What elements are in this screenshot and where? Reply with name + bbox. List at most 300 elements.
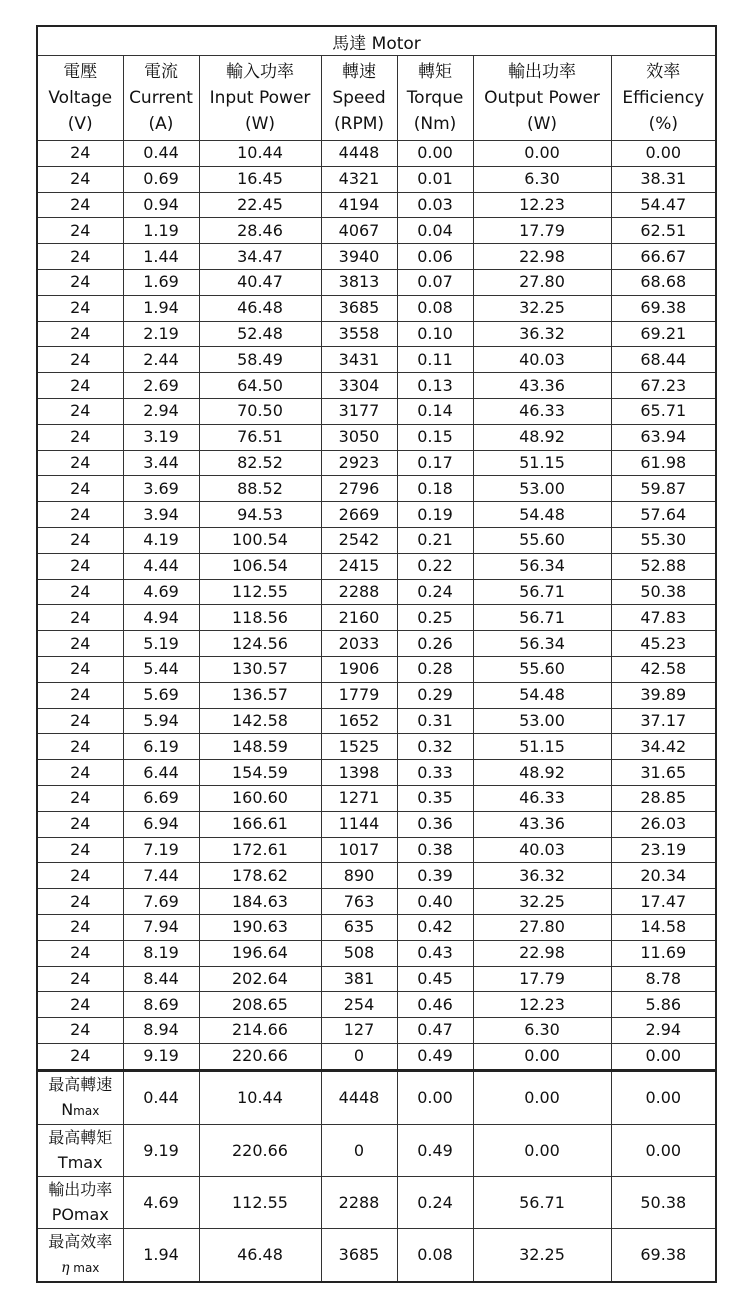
summary-cell: 10.44 <box>199 1070 321 1124</box>
table-cell: 17.47 <box>611 889 716 915</box>
summary-symbol-main: N <box>61 1099 74 1119</box>
table-cell: 68.68 <box>611 269 716 295</box>
column-header-unit: (W) <box>526 114 558 134</box>
summary-cell: 0.49 <box>397 1124 473 1176</box>
table-row <box>37 424 716 450</box>
table-cell: 1017 <box>321 837 397 863</box>
table-cell: 2.94 <box>611 1018 716 1044</box>
table-row <box>37 992 716 1018</box>
table-cell: 17.79 <box>473 218 611 244</box>
table-cell: 5.86 <box>611 992 716 1018</box>
table-cell: 24 <box>37 708 123 734</box>
table-row <box>37 656 716 682</box>
table-cell: 220.66 <box>199 1043 321 1070</box>
table-row <box>37 811 716 837</box>
column-header-row <box>37 56 716 141</box>
table-row <box>37 1018 716 1044</box>
table-row <box>37 321 716 347</box>
table-cell: 3558 <box>321 321 397 347</box>
table-cell: 10.44 <box>199 141 321 167</box>
table-cell: 0.22 <box>397 553 473 579</box>
table-cell: 172.61 <box>199 837 321 863</box>
summary-label <box>37 1070 123 1124</box>
table-row <box>37 837 716 863</box>
summary-row <box>37 1070 716 1124</box>
column-header-en: Output Power <box>484 88 600 108</box>
table-cell: 2.19 <box>123 321 199 347</box>
table-row <box>37 398 716 424</box>
table-cell: 0.14 <box>397 398 473 424</box>
column-header-zh: 輸入功率 <box>226 62 294 82</box>
table-cell: 0.18 <box>397 476 473 502</box>
column-header-en: Torque <box>406 88 464 108</box>
table-cell: 0.35 <box>397 785 473 811</box>
table-cell: 24 <box>37 166 123 192</box>
table-cell: 0.10 <box>397 321 473 347</box>
table-cell: 202.64 <box>199 966 321 992</box>
summary-label-zh: 最高轉速 <box>48 1074 113 1094</box>
table-cell: 0.00 <box>473 141 611 167</box>
table-cell: 24 <box>37 424 123 450</box>
table-cell: 24 <box>37 321 123 347</box>
summary-symbol <box>38 1202 123 1227</box>
table-cell: 6.94 <box>123 811 199 837</box>
table-cell: 24 <box>37 218 123 244</box>
table-cell: 69.38 <box>611 295 716 321</box>
table-cell: 47.83 <box>611 605 716 631</box>
table-cell: 32.25 <box>473 295 611 321</box>
table-cell: 56.71 <box>473 579 611 605</box>
table-cell: 3940 <box>321 244 397 270</box>
column-header-unit: (V) <box>67 114 93 134</box>
table-cell: 56.34 <box>473 553 611 579</box>
table-cell: 70.50 <box>199 398 321 424</box>
table-row <box>37 889 716 915</box>
table-cell: 100.54 <box>199 527 321 553</box>
table-cell: 46.33 <box>473 785 611 811</box>
summary-symbol-sub: max <box>73 1103 100 1118</box>
summary-cell: 0 <box>321 1124 397 1176</box>
table-cell: 208.65 <box>199 992 321 1018</box>
table-cell: 48.92 <box>473 424 611 450</box>
table-cell: 4.69 <box>123 579 199 605</box>
table-cell: 55.30 <box>611 527 716 553</box>
table-cell: 54.48 <box>473 502 611 528</box>
summary-cell: 46.48 <box>199 1228 321 1282</box>
table-cell: 46.33 <box>473 398 611 424</box>
table-cell: 53.00 <box>473 708 611 734</box>
table-cell: 0.94 <box>123 192 199 218</box>
table-cell: 8.69 <box>123 992 199 1018</box>
table-cell: 34.42 <box>611 734 716 760</box>
table-cell: 37.17 <box>611 708 716 734</box>
table-cell: 3.94 <box>123 502 199 528</box>
table-cell: 0.40 <box>397 889 473 915</box>
summary-symbol-main: Tmax <box>57 1153 103 1173</box>
table-row <box>37 347 716 373</box>
table-cell: 24 <box>37 1018 123 1044</box>
table-cell: 3.44 <box>123 450 199 476</box>
table-cell: 4067 <box>321 218 397 244</box>
table-cell: 8.94 <box>123 1018 199 1044</box>
table-cell: 94.53 <box>199 502 321 528</box>
table-row <box>37 269 716 295</box>
table-cell: 0.24 <box>397 579 473 605</box>
table-cell: 1144 <box>321 811 397 837</box>
table-cell: 1652 <box>321 708 397 734</box>
summary-rows <box>37 1070 716 1282</box>
table-cell: 31.65 <box>611 760 716 786</box>
table-cell: 1.44 <box>123 244 199 270</box>
table-cell: 59.87 <box>611 476 716 502</box>
table-row <box>37 1043 716 1070</box>
table-cell: 24 <box>37 785 123 811</box>
table-cell: 12.23 <box>473 192 611 218</box>
table-cell: 24 <box>37 141 123 167</box>
column-header <box>473 56 611 141</box>
table-cell: 3431 <box>321 347 397 373</box>
table-cell: 2542 <box>321 527 397 553</box>
table-cell: 8.78 <box>611 966 716 992</box>
summary-cell: 0.00 <box>473 1124 611 1176</box>
table-cell: 56.71 <box>473 605 611 631</box>
table-row <box>37 166 716 192</box>
table-cell: 2288 <box>321 579 397 605</box>
summary-cell: 112.55 <box>199 1176 321 1228</box>
table-cell: 40.47 <box>199 269 321 295</box>
table-cell: 17.79 <box>473 966 611 992</box>
table-cell: 22.98 <box>473 244 611 270</box>
table-cell: 24 <box>37 631 123 657</box>
table-cell: 154.59 <box>199 760 321 786</box>
table-cell: 190.63 <box>199 914 321 940</box>
table-row <box>37 631 716 657</box>
column-header-en: Speed <box>332 88 386 108</box>
table-cell: 53.00 <box>473 476 611 502</box>
table-row <box>37 708 716 734</box>
table-cell: 0.36 <box>397 811 473 837</box>
table-cell: 14.58 <box>611 914 716 940</box>
table-row <box>37 914 716 940</box>
table-cell: 0 <box>321 1043 397 1070</box>
table-cell: 11.69 <box>611 940 716 966</box>
column-header-en: Efficiency <box>622 88 705 108</box>
table-cell: 22.45 <box>199 192 321 218</box>
table-cell: 55.60 <box>473 656 611 682</box>
table-cell: 2.94 <box>123 398 199 424</box>
table-cell: 0.15 <box>397 424 473 450</box>
table-cell: 34.47 <box>199 244 321 270</box>
table-cell: 0.28 <box>397 656 473 682</box>
column-header-zh: 轉速 <box>342 62 376 82</box>
table-cell: 2160 <box>321 605 397 631</box>
table-cell: 24 <box>37 244 123 270</box>
table-cell: 1.69 <box>123 269 199 295</box>
table-cell: 2.44 <box>123 347 199 373</box>
table-cell: 67.23 <box>611 373 716 399</box>
table-cell: 3.19 <box>123 424 199 450</box>
summary-cell: 0.00 <box>611 1070 716 1124</box>
table-cell: 52.48 <box>199 321 321 347</box>
table-cell: 2796 <box>321 476 397 502</box>
table-row <box>37 527 716 553</box>
table-cell: 0.26 <box>397 631 473 657</box>
table-cell: 69.21 <box>611 321 716 347</box>
table-row <box>37 295 716 321</box>
summary-cell: 4448 <box>321 1070 397 1124</box>
table-cell: 8.44 <box>123 966 199 992</box>
table-cell: 62.51 <box>611 218 716 244</box>
motor-performance-table <box>36 25 717 1283</box>
summary-cell: 220.66 <box>199 1124 321 1176</box>
summary-row <box>37 1228 716 1282</box>
data-rows <box>37 141 716 1071</box>
table-cell: 24 <box>37 269 123 295</box>
table-cell: 5.44 <box>123 656 199 682</box>
column-header <box>397 56 473 141</box>
table-cell: 6.44 <box>123 760 199 786</box>
table-cell: 24 <box>37 940 123 966</box>
table-cell: 2669 <box>321 502 397 528</box>
table-row <box>37 785 716 811</box>
table-cell: 57.64 <box>611 502 716 528</box>
table-cell: 0.03 <box>397 192 473 218</box>
table-cell: 24 <box>37 992 123 1018</box>
table-cell: 4448 <box>321 141 397 167</box>
table-cell: 16.45 <box>199 166 321 192</box>
table-cell: 1906 <box>321 656 397 682</box>
table-cell: 68.44 <box>611 347 716 373</box>
column-header-zh: 輸出功率 <box>508 62 576 82</box>
table-cell: 50.38 <box>611 579 716 605</box>
table-row <box>37 605 716 631</box>
table-cell: 127 <box>321 1018 397 1044</box>
summary-symbol <box>38 1097 123 1124</box>
column-header-en: Current <box>129 88 193 108</box>
table-cell: 36.32 <box>473 321 611 347</box>
table-cell: 6.19 <box>123 734 199 760</box>
summary-label <box>37 1124 123 1176</box>
summary-cell: 69.38 <box>611 1228 716 1282</box>
summary-symbol-sub: max <box>69 1260 100 1275</box>
table-cell: 40.03 <box>473 347 611 373</box>
table-cell: 0.17 <box>397 450 473 476</box>
summary-cell: 0.00 <box>397 1070 473 1124</box>
table-cell: 28.46 <box>199 218 321 244</box>
table-cell: 166.61 <box>199 811 321 837</box>
table-cell: 5.19 <box>123 631 199 657</box>
table-row <box>37 502 716 528</box>
summary-symbol-main: POmax <box>51 1205 109 1225</box>
table-cell: 76.51 <box>199 424 321 450</box>
table-cell: 124.56 <box>199 631 321 657</box>
table-cell: 0.11 <box>397 347 473 373</box>
table-cell: 24 <box>37 450 123 476</box>
table-cell: 3.69 <box>123 476 199 502</box>
table-cell: 0.46 <box>397 992 473 1018</box>
table-cell: 24 <box>37 760 123 786</box>
table-cell: 48.92 <box>473 760 611 786</box>
table-cell: 5.69 <box>123 682 199 708</box>
table-cell: 2033 <box>321 631 397 657</box>
table-cell: 184.63 <box>199 889 321 915</box>
table-cell: 3050 <box>321 424 397 450</box>
column-header <box>321 56 397 141</box>
table-cell: 0.00 <box>611 141 716 167</box>
table-row <box>37 141 716 167</box>
table-cell: 0.21 <box>397 527 473 553</box>
table-row <box>37 373 716 399</box>
table-row <box>37 734 716 760</box>
column-header-zh: 效率 <box>646 62 681 82</box>
table-cell: 43.36 <box>473 373 611 399</box>
table-cell: 1.94 <box>123 295 199 321</box>
table-cell: 3177 <box>321 398 397 424</box>
table-cell: 43.36 <box>473 811 611 837</box>
table-cell: 0.06 <box>397 244 473 270</box>
table-cell: 3304 <box>321 373 397 399</box>
summary-row <box>37 1176 716 1228</box>
table-cell: 6.30 <box>473 166 611 192</box>
table-row <box>37 940 716 966</box>
summary-row <box>37 1124 716 1176</box>
column-header-zh: 電流 <box>144 62 178 82</box>
table-cell: 26.03 <box>611 811 716 837</box>
summary-symbol <box>38 1150 123 1175</box>
table-row <box>37 579 716 605</box>
table-cell: 0.69 <box>123 166 199 192</box>
table-cell: 12.23 <box>473 992 611 1018</box>
table-cell: 24 <box>37 889 123 915</box>
table-row <box>37 966 716 992</box>
table-cell: 0.00 <box>397 141 473 167</box>
summary-cell: 3685 <box>321 1228 397 1282</box>
table-cell: 3813 <box>321 269 397 295</box>
table-cell: 23.19 <box>611 837 716 863</box>
table-cell: 24 <box>37 656 123 682</box>
table-cell: 22.98 <box>473 940 611 966</box>
table-cell: 214.66 <box>199 1018 321 1044</box>
table-row <box>37 760 716 786</box>
table-cell: 52.88 <box>611 553 716 579</box>
table-cell: 82.52 <box>199 450 321 476</box>
table-cell: 148.59 <box>199 734 321 760</box>
table-cell: 51.15 <box>473 734 611 760</box>
table-cell: 4194 <box>321 192 397 218</box>
table-cell: 51.15 <box>473 450 611 476</box>
table-cell: 1525 <box>321 734 397 760</box>
table-cell: 1398 <box>321 760 397 786</box>
table-cell: 4321 <box>321 166 397 192</box>
table-cell: 24 <box>37 966 123 992</box>
table-cell: 6.69 <box>123 785 199 811</box>
table-cell: 42.58 <box>611 656 716 682</box>
table-cell: 2.69 <box>123 373 199 399</box>
table-cell: 24 <box>37 476 123 502</box>
table-cell: 55.60 <box>473 527 611 553</box>
table-cell: 24 <box>37 502 123 528</box>
table-cell: 178.62 <box>199 863 321 889</box>
table-cell: 24 <box>37 295 123 321</box>
table-cell: 160.60 <box>199 785 321 811</box>
table-cell: 7.44 <box>123 863 199 889</box>
table-row <box>37 218 716 244</box>
table-cell: 0.38 <box>397 837 473 863</box>
column-header-en: Input Power <box>209 88 311 108</box>
table-cell: 66.67 <box>611 244 716 270</box>
table-cell: 0.39 <box>397 863 473 889</box>
table-cell: 763 <box>321 889 397 915</box>
summary-cell: 32.25 <box>473 1228 611 1282</box>
column-header-zh: 電壓 <box>63 62 98 82</box>
table-cell: 0.01 <box>397 166 473 192</box>
table-cell: 32.25 <box>473 889 611 915</box>
table-cell: 2923 <box>321 450 397 476</box>
table-row <box>37 476 716 502</box>
table-cell: 4.19 <box>123 527 199 553</box>
column-header-unit: (W) <box>244 114 276 134</box>
table-cell: 40.03 <box>473 837 611 863</box>
table-row <box>37 682 716 708</box>
summary-cell: 50.38 <box>611 1176 716 1228</box>
summary-cell: 0.08 <box>397 1228 473 1282</box>
summary-label-zh: 最高效率 <box>48 1231 113 1251</box>
table-cell: 24 <box>37 1043 123 1070</box>
table-title: 馬達 Motor <box>37 26 716 56</box>
table-cell: 7.94 <box>123 914 199 940</box>
table-cell: 142.58 <box>199 708 321 734</box>
table-cell: 24 <box>37 837 123 863</box>
column-header-unit: (%) <box>648 114 678 134</box>
table-cell: 106.54 <box>199 553 321 579</box>
table-cell: 0.07 <box>397 269 473 295</box>
table-cell: 24 <box>37 553 123 579</box>
table-cell: 46.48 <box>199 295 321 321</box>
table-cell: 24 <box>37 373 123 399</box>
table-cell: 0.33 <box>397 760 473 786</box>
table-cell: 8.19 <box>123 940 199 966</box>
table-cell: 5.94 <box>123 708 199 734</box>
table-cell: 65.71 <box>611 398 716 424</box>
table-cell: 7.69 <box>123 889 199 915</box>
summary-label <box>37 1176 123 1228</box>
table-cell: 0.19 <box>397 502 473 528</box>
summary-cell: 56.71 <box>473 1176 611 1228</box>
table-row <box>37 553 716 579</box>
table-cell: 24 <box>37 527 123 553</box>
table-cell: 4.44 <box>123 553 199 579</box>
table-cell: 36.32 <box>473 863 611 889</box>
table-cell: 56.34 <box>473 631 611 657</box>
table-cell: 136.57 <box>199 682 321 708</box>
column-header <box>611 56 716 141</box>
table-cell: 196.64 <box>199 940 321 966</box>
table-cell: 0.04 <box>397 218 473 244</box>
table-cell: 24 <box>37 347 123 373</box>
table-cell: 0.13 <box>397 373 473 399</box>
table-cell: 130.57 <box>199 656 321 682</box>
table-cell: 24 <box>37 811 123 837</box>
table-cell: 1.19 <box>123 218 199 244</box>
summary-cell: 0.00 <box>611 1124 716 1176</box>
summary-symbol <box>38 1254 123 1281</box>
column-header-zh: 轉矩 <box>418 62 452 82</box>
column-header <box>37 56 123 141</box>
column-header-unit: (RPM) <box>334 114 384 134</box>
table-cell: 9.19 <box>123 1043 199 1070</box>
table-cell: 0.43 <box>397 940 473 966</box>
table-cell: 2415 <box>321 553 397 579</box>
